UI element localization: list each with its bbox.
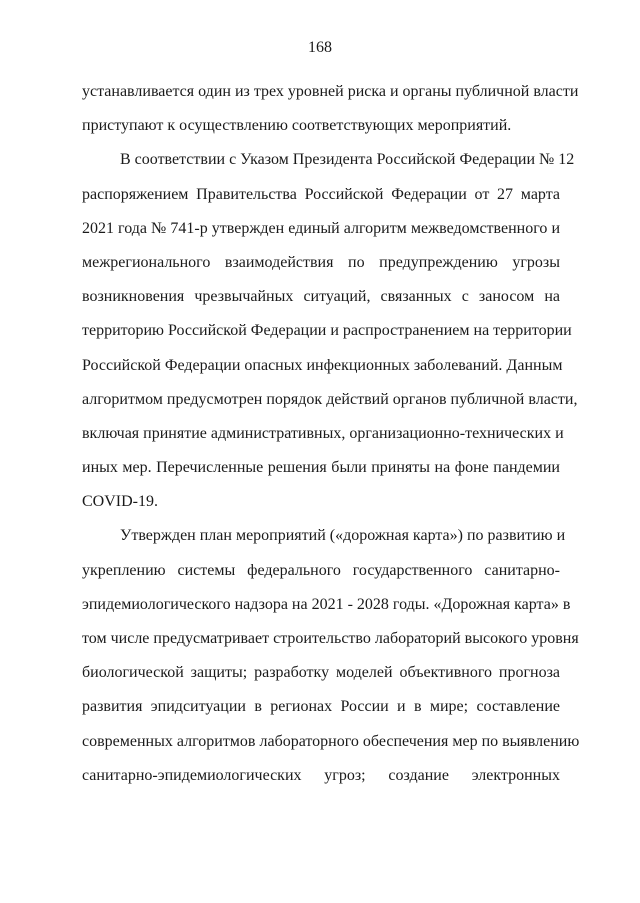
text-line: Утвержден план мероприятий («дорожная карта») по развитию и [120,527,566,545]
text-line: распоряжением Правительства Российской Федерации от 27 марта [82,185,560,203]
text-line: санитарно-эпидемиологических угроз; создание электронных [82,766,560,784]
text-line: алгоритмом предусмотрен порядок действий органов публичной власти, [82,390,578,408]
text-line: приступают к осуществлению соответствующих мероприятий. [82,117,512,135]
text-line: Российской Федерации опасных инфекционных заболеваний. Данным [82,356,563,374]
text-line: том числе предусматривает строительство лабораторий высокого уровня [82,630,579,647]
text-line: включая принятие административных, организационно-технических и [82,424,564,442]
text-line: иных мер. Перечисленные решения были приняты на фоне пандемии [82,459,560,477]
page-number: 168 [308,39,332,56]
body-text [82,75,580,793]
text-line: укреплению системы федерального государственного санитарно- [82,561,560,579]
text-line: территорию Российской Федерации и распространением на территории [82,322,572,340]
text-line: 2021 года № 741-р утвержден единый алгоритм межведомственного и [82,219,560,237]
text-line: возникновения чрезвычайных ситуаций, связанных с заносом на [82,288,560,306]
text-line: эпидемиологического надзора на 2021 - 2028 годы. «Дорожная карта» в [82,595,571,613]
text-line: межрегионального взаимодействия по предупреждению угрозы [82,253,560,271]
text-line: современных алгоритмов лабораторного обеспечения мер по выявлению [82,732,580,750]
text-line: COVID-19. [82,493,158,511]
text-line: устанавливается один из трех уровней риска и органы публичной власти [82,83,579,100]
text-line: развития эпидситуации в регионах России и в мире; составление [82,698,560,716]
text-line: биологической защиты; разработку моделей объективного прогноза [82,664,560,682]
text-line: В соответствии с Указом Президента Российской Федерации № 12 [120,151,575,169]
